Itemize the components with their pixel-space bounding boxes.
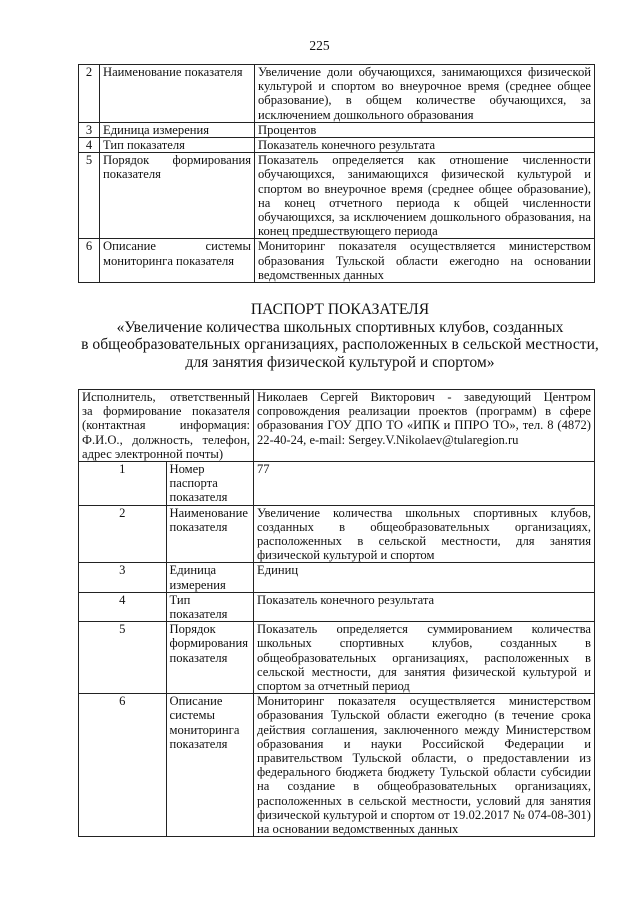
row-number: 5 bbox=[79, 622, 167, 694]
row-label: Тип показателя bbox=[166, 592, 254, 621]
row-label: Порядок формирования показателя bbox=[100, 153, 255, 239]
row-number: 1 bbox=[79, 462, 167, 506]
row-value: Показатель конечного результата bbox=[254, 592, 595, 621]
row-value: Увеличение количества школьных спортивных клубов, созданных в общеобразовательных организациях, расположенных в сельской местности, для занятия физической культурой и спортом bbox=[254, 505, 595, 563]
passport-title: ПАСПОРТ ПОКАЗАТЕЛЯ bbox=[250, 301, 430, 318]
row-number: 2 bbox=[79, 505, 167, 563]
table-row bbox=[79, 694, 595, 837]
passport-subtitle-line: в общеобразовательных организациях, расположенных в сельской местности, bbox=[81, 336, 599, 354]
table-row bbox=[79, 122, 595, 137]
executor-label: Исполнитель, ответственный за формирование показателя (контактная информация: Ф.И.О., должность, телефон, адрес электронной почты) bbox=[79, 390, 254, 462]
table-row bbox=[79, 592, 595, 621]
row-label: Единица измерения bbox=[166, 563, 254, 592]
row-label: Описание системы мониторинга показателя bbox=[166, 694, 254, 837]
row-number: 3 bbox=[79, 563, 167, 592]
row-label: Номер паспорта показателя bbox=[166, 462, 254, 506]
table-row bbox=[79, 462, 595, 506]
row-number: 4 bbox=[79, 138, 100, 153]
row-value: Показатель определяется суммированием количества школьных спортивных клубов, созданных в общеобразовательных организациях, расположенных в сельской местности, для занятия физической культурой и спортом за отчетный период bbox=[254, 622, 595, 694]
indicator-table-continuation bbox=[78, 64, 595, 283]
table-row bbox=[79, 239, 595, 283]
table-row bbox=[79, 65, 595, 123]
row-number: 6 bbox=[79, 239, 100, 283]
row-number: 6 bbox=[79, 694, 167, 837]
row-label: Описание системы мониторинга показателя bbox=[100, 239, 255, 283]
row-value: Процентов bbox=[255, 122, 595, 137]
row-value: Единиц bbox=[254, 563, 595, 592]
row-number: 2 bbox=[79, 65, 100, 123]
table-row bbox=[79, 563, 595, 592]
passport-subtitle-line: для занятия физической культурой и спортом» bbox=[185, 353, 495, 371]
row-label: Наименование показателя bbox=[100, 65, 255, 123]
row-label: Тип показателя bbox=[100, 138, 255, 153]
row-value: Мониторинг показателя осуществляется министерством образования Тульской области ежегодно на основании ведомственных данных bbox=[255, 239, 595, 283]
table-row bbox=[79, 622, 595, 694]
row-number: 5 bbox=[79, 153, 100, 239]
executor-value: Николаев Сергей Викторович - заведующий Центром сопровождения реализации проектов (программ) в сфере образования ГОУ ДПО ТО «ИПК и ППРО ТО», тел. 8 (4872) 22-40-24, e-mail: Sergey.V.Nikolaev@tularegion.ru bbox=[254, 390, 595, 462]
passport-subtitle-line: «Увеличение количества школьных спортивных клубов, созданных bbox=[116, 318, 564, 336]
row-label: Наименование показателя bbox=[166, 505, 254, 563]
row-value: Показатель конечного результата bbox=[255, 138, 595, 153]
table-row bbox=[79, 390, 595, 462]
row-label: Единица измерения bbox=[100, 122, 255, 137]
table-row bbox=[79, 505, 595, 563]
passport-heading bbox=[60, 301, 620, 371]
row-value: Увеличение доли обучающихся, занимающихся физической культурой и спортом во внеурочное время (среднее общее образование), в общем количестве обучающихся, за исключением дошкольного образования bbox=[255, 65, 595, 123]
row-number: 3 bbox=[79, 122, 100, 137]
row-value: 77 bbox=[254, 462, 595, 506]
row-value: Мониторинг показателя осуществляется министерством образования Тульской области ежегодно (в течение срока действия соглашения, заключенного между Министерством образования и науки Российской Федерации и правительством Тульской области, о предоставлении из федерального бюджета бюджету Тульской области субсидии на создание в общеобразовательных организациях, расположенных в сельской местности, условий для занятия физической культурой и спортом от 19.02.2017 № 074-08-301) на основании ведомственных данных bbox=[254, 694, 595, 837]
row-number: 4 bbox=[79, 592, 167, 621]
table-row bbox=[79, 153, 595, 239]
table-row bbox=[79, 138, 595, 153]
indicator-passport-table bbox=[78, 389, 595, 837]
row-value: Показатель определяется как отношение численности обучающихся, занимающихся физической культурой и спортом во внеурочное время (среднее общее образование), на конец отчетного периода к общей численности обучающихся, за исключением дошкольного образования, на конец предшествующего периода bbox=[255, 153, 595, 239]
page-number: 225 bbox=[309, 38, 330, 53]
row-label: Порядок формирования показателя bbox=[166, 622, 254, 694]
